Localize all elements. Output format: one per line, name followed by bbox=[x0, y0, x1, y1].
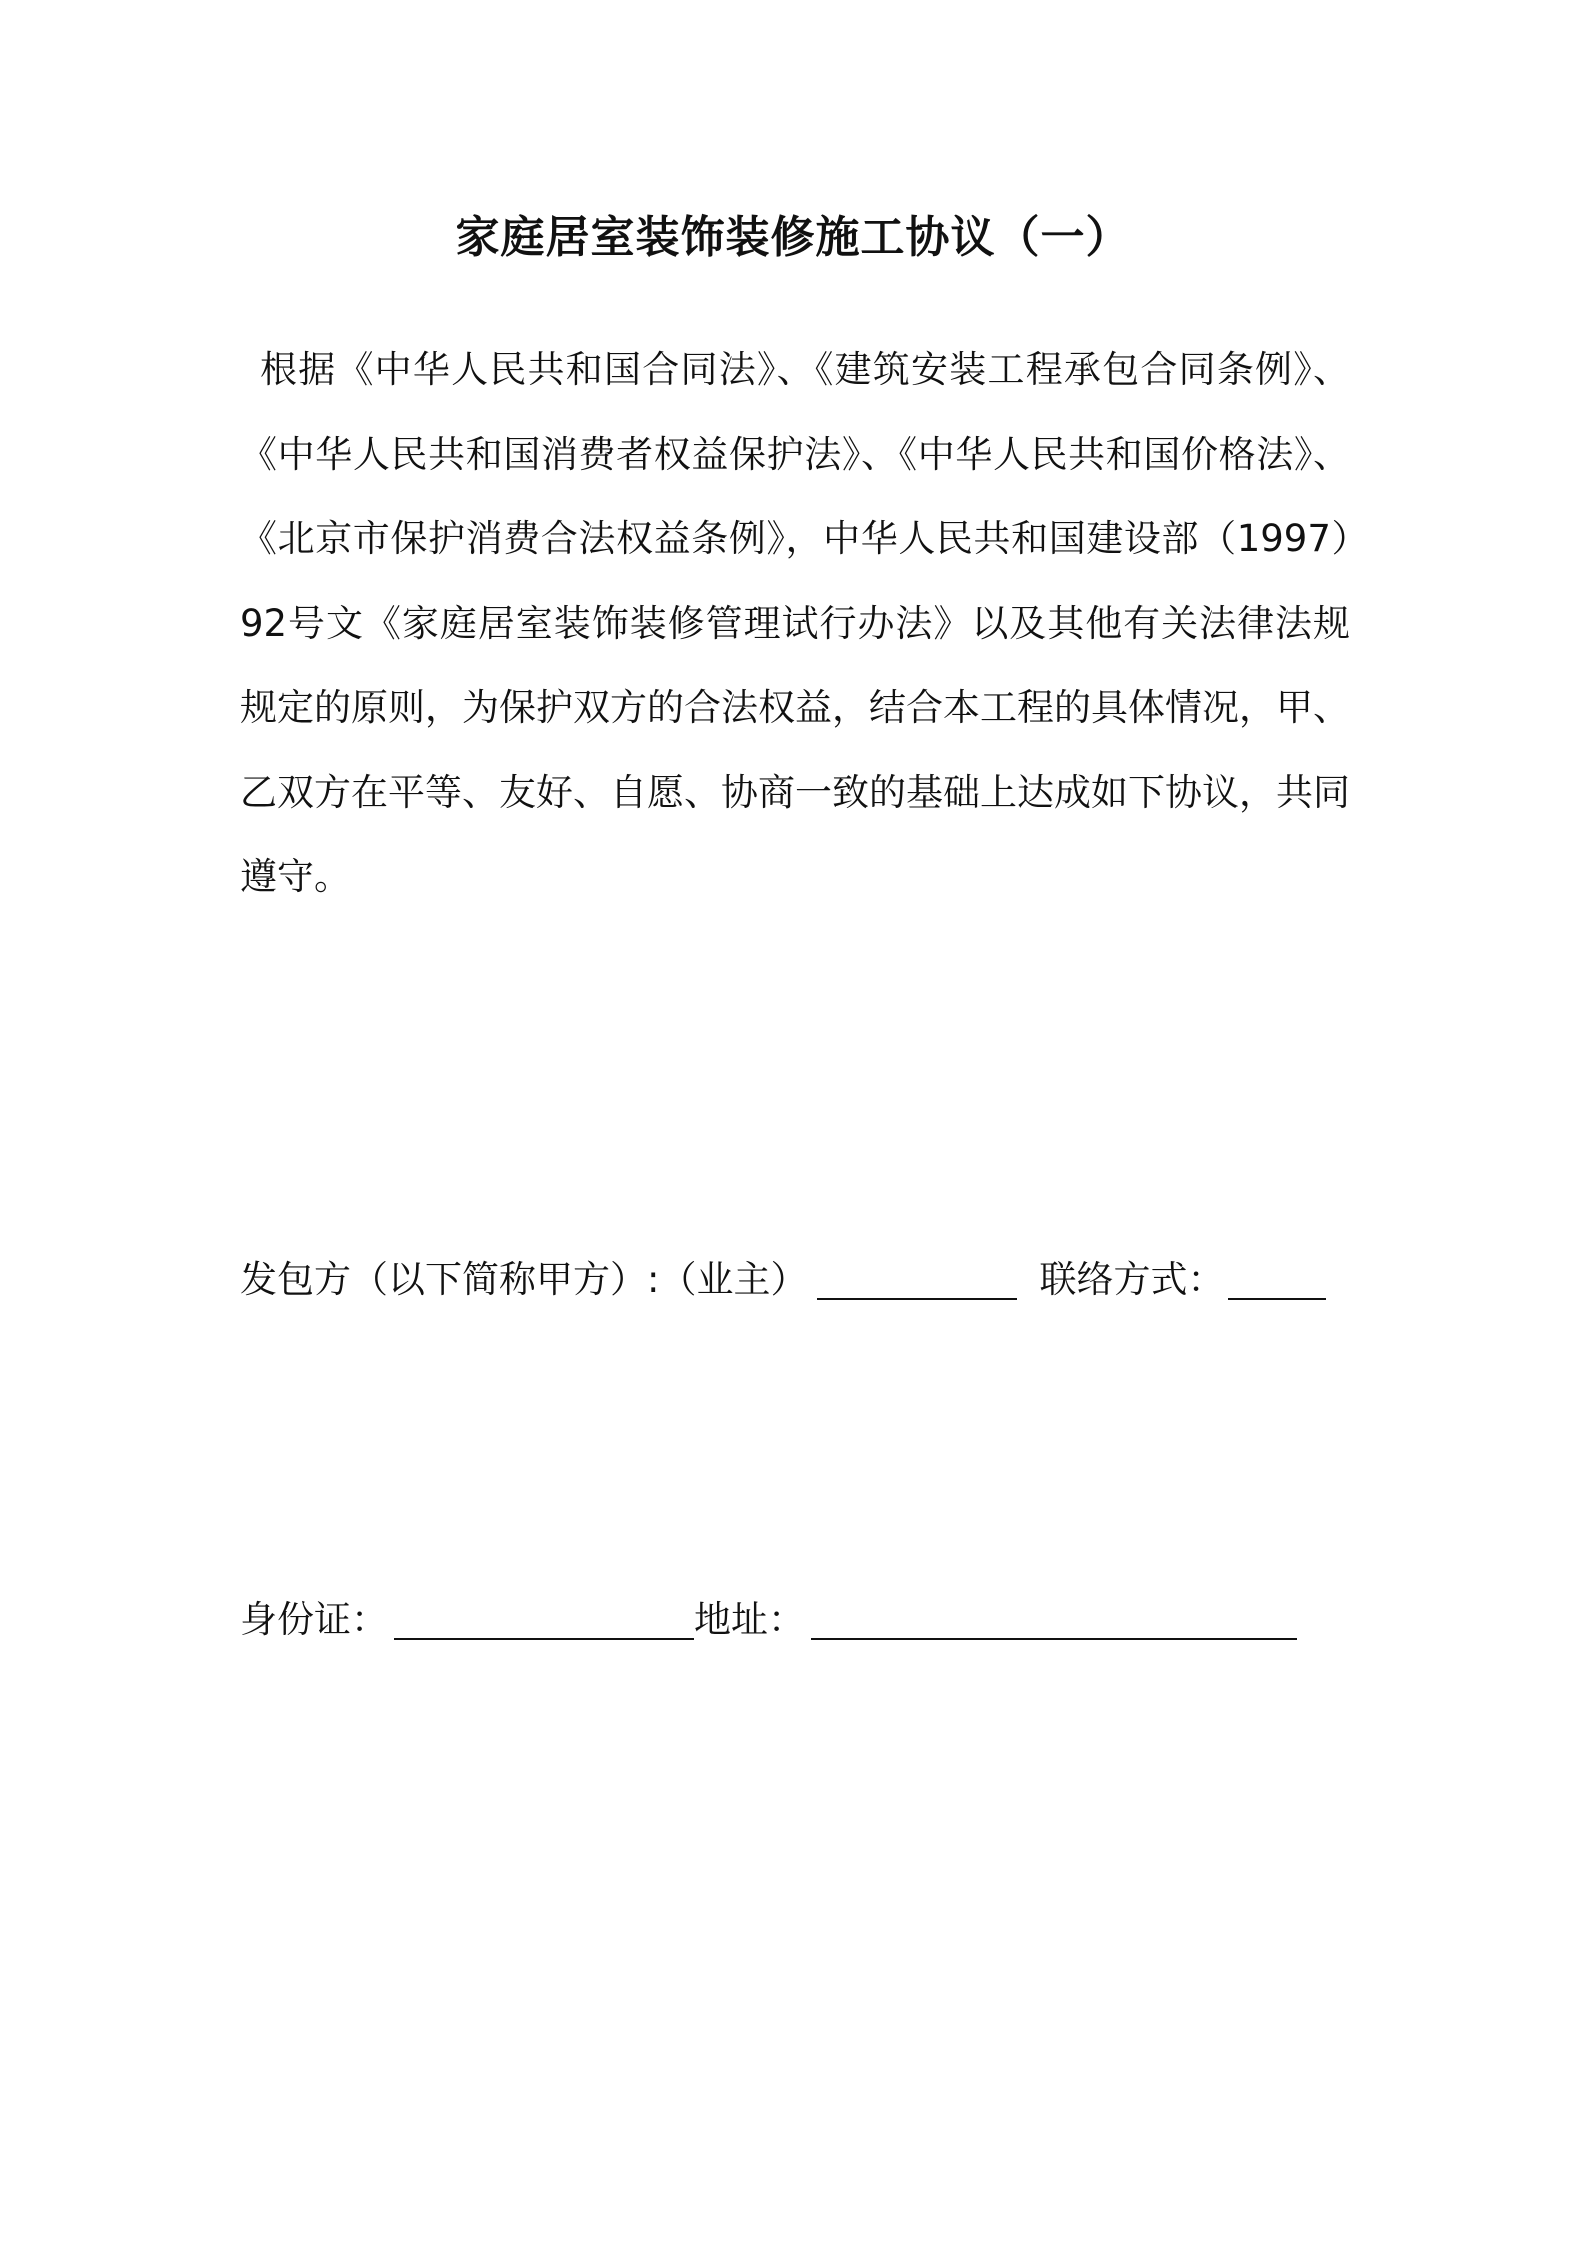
party-a-blank[interactable] bbox=[817, 1260, 1017, 1300]
document-title: 家庭居室装饰装修施工协议（一） bbox=[455, 212, 1131, 263]
intro-paragraph: 根据《中华人民共和国合同法》、《建筑安装工程承包合同条例》、《中华人民共和国消费者权益保护法》、《中华人民共和国价格法》、《北京市保护消费合法权益条例》，中华人民共和国建设部（1997）92号文《家庭居室装饰装修管理试行办法》以及其他有关法律法规规定的原则，为保护双方的合法权益，结合本工程的具体情况，甲、乙双方在平等、友好、自愿、协商一致的基础上达成如下协议，共同遵守。 bbox=[240, 348, 1350, 898]
id-address-line bbox=[240, 1595, 1297, 1645]
id-label: 身份证： bbox=[240, 1598, 388, 1641]
party-a-label: 发包方（以下简称甲方）:（业主） bbox=[240, 1258, 808, 1301]
contact-blank[interactable] bbox=[1228, 1260, 1326, 1300]
address-blank[interactable] bbox=[811, 1600, 1297, 1640]
id-blank[interactable] bbox=[394, 1600, 694, 1640]
address-label: 地址： bbox=[694, 1598, 805, 1641]
party-a-line bbox=[240, 1255, 1326, 1305]
contact-label: 联络方式： bbox=[1039, 1258, 1225, 1301]
